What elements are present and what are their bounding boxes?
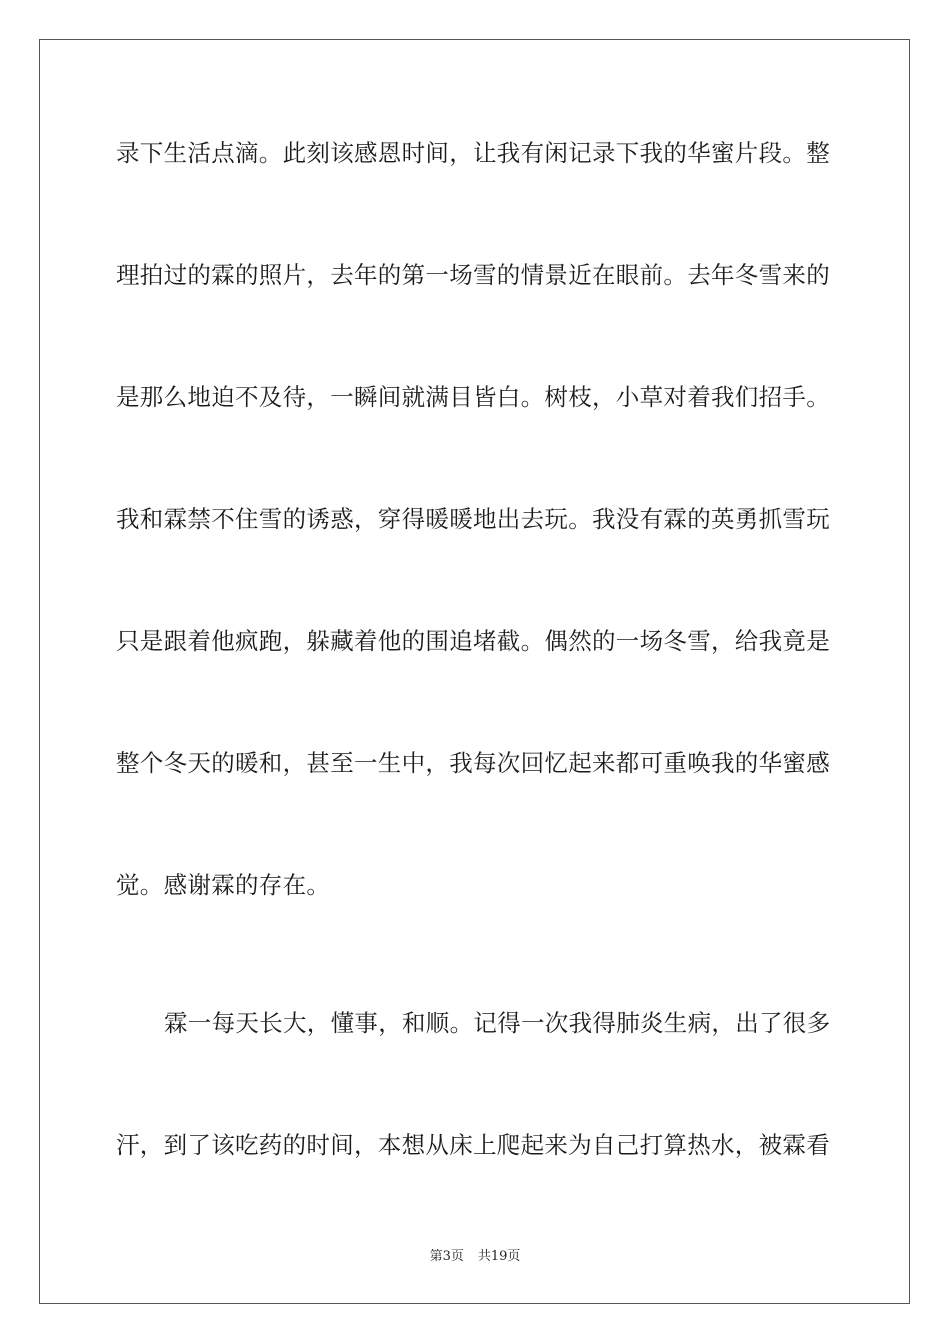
paragraph-first-line: 霖一每天长大，懂事，和顺。记得一次我得肺炎生病，出了很多: [164, 1009, 831, 1037]
body-text-line: 我和霖禁不住雪的诱惑，穿得暖暖地出去玩。我没有霖的英勇抓雪玩: [116, 505, 830, 533]
body-text-line: 是那么地迫不及待，一瞬间就满目皆白。树枝，小草对着我们招手。: [116, 383, 830, 411]
body-text-line: 只是跟着他疯跑，躲藏着他的围追堵截。偶然的一场冬雪，给我竟是: [116, 627, 830, 655]
body-text-line: 整个冬天的暖和，甚至一生中，我每次回忆起来都可重唤我的华蜜感: [116, 749, 830, 777]
page-number: 第3页: [429, 1249, 464, 1264]
page-border: [39, 39, 910, 1304]
body-text-line: 理拍过的霖的照片，去年的第一场雪的情景近在眼前。去年冬雪来的: [116, 261, 830, 289]
body-text-line: 觉。感谢霖的存在。: [116, 871, 331, 899]
page-total: 共19页: [477, 1249, 521, 1264]
page-footer: [0, 1248, 950, 1266]
body-text-line: 录下生活点滴。此刻该感恩时间，让我有闲记录下我的华蜜片段。整: [116, 139, 830, 167]
body-text-line: 汗，到了该吃药的时间，本想从床上爬起来为自己打算热水，被霖看: [116, 1131, 830, 1159]
